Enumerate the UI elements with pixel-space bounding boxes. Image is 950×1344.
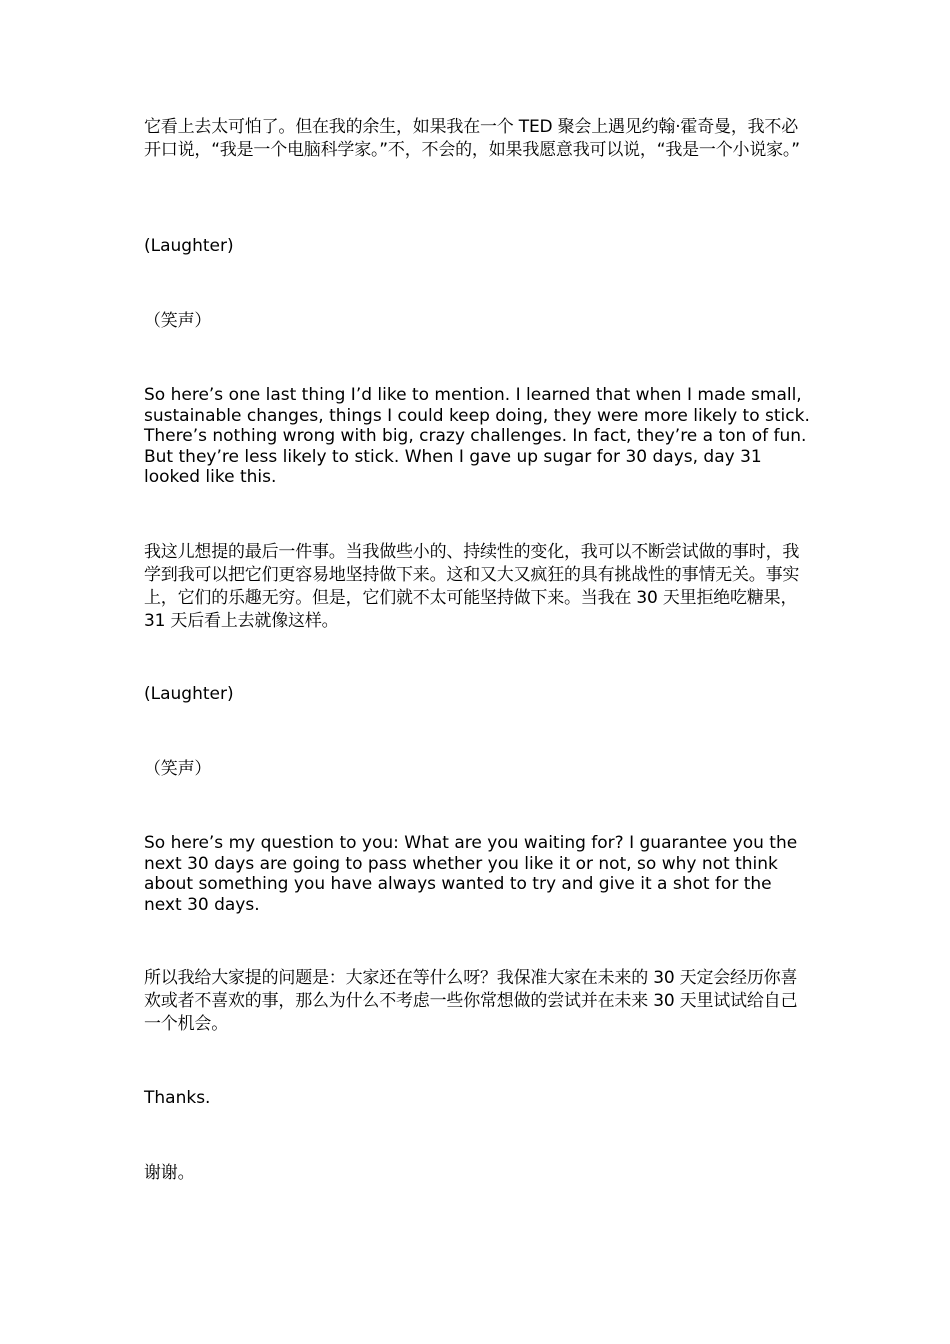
paragraph-zh-2: 我这儿想提的最后一件事。当我做些小的、持续性的变化，我可以不断尝试做的事时，我学到我可以把它们更容易地坚持做下来。这和又大又疯狂的具有挑战性的事情无关。事实上，它们的乐趣无穷。但是，它们就不太可能坚持做下来。当我在 30 天里拒绝吃糖果，31 天后看上去就像这样。 bbox=[144, 542, 800, 631]
paragraph-laughter-zh-2: （笑声） bbox=[144, 759, 212, 779]
paragraph-en-3: So here’s my question to you: What are you waiting for? I guarantee you the next 30 days are going to pass whether you like it or not, so why not think about something you have always wanted to try and give it a shot for the next 30 days. bbox=[144, 833, 798, 915]
paragraph-zh-1: 它看上去太可怕了。但在我的余生，如果我在一个 TED 聚会上遇见约翰·霍奇曼，我不必开口说，“我是一个电脑科学家。”不，不会的，如果我愿意我可以说，“我是一个小说家。” bbox=[144, 117, 800, 160]
paragraph-thanks-zh: 谢谢。 bbox=[144, 1163, 195, 1183]
paragraph-laughter-2: (Laughter) bbox=[144, 684, 234, 704]
paragraph-laughter-1: (Laughter) bbox=[144, 236, 234, 256]
paragraph-thanks: Thanks. bbox=[144, 1088, 211, 1108]
paragraph-zh-3: 所以我给大家提的问题是：大家还在等什么呀？我保准大家在未来的 30 天定会经历你喜欢或者不喜欢的事，那么为什么不考虑一些你常想做的尝试并在未来 30 天里试试给自己一个机会。 bbox=[144, 968, 798, 1034]
paragraph-en-2: So here’s one last thing I’d like to mention. I learned that when I made small, sustainable changes, things I could keep doing, they were more likely to stick. There’s nothing wrong with big, crazy challenges. In fact, they’re a ton of fun. But they’re less likely to stick. When I gave up sugar for 30 days, day 31 looked like this. bbox=[144, 385, 810, 487]
paragraph-laughter-zh-1: （笑声） bbox=[144, 311, 212, 331]
